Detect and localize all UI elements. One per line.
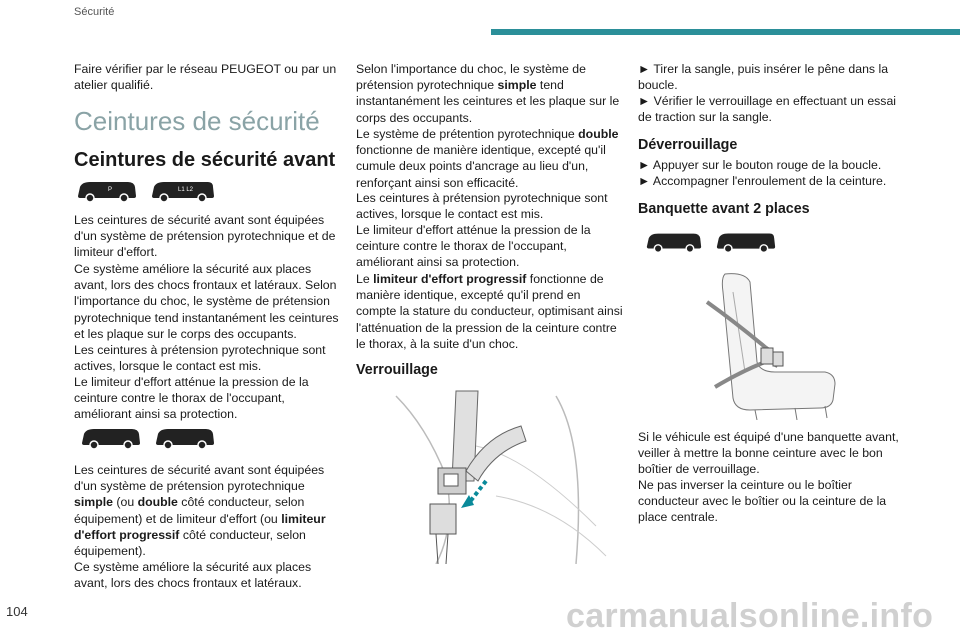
- van-icon: [80, 425, 142, 451]
- header-accent-bar: [491, 29, 960, 35]
- subheading-unlocking: Déverrouillage: [638, 137, 738, 153]
- subheading-locking: Verrouillage: [356, 362, 438, 378]
- paragraph: Les ceintures à prétension pyrotechnique sont actives, lorsque le contact est mis.: [356, 191, 608, 222]
- paragraph: Selon l'importance du choc, le système de prétension pyrotechnique simple tend instantanément les ceintures et les plaque sur le corps des occupants.: [356, 62, 620, 125]
- svg-text:P: P: [108, 187, 113, 193]
- section-title: Sécurité: [74, 6, 115, 18]
- step-text: ► Appuyer sur le bouton rouge de la boucle.: [638, 158, 882, 172]
- paragraph: Les ceintures de sécurité avant sont équipées d'un système de prétension pyrotechnique simple (ou double côté conducteur, selon équipement) et de limiteur d'effort (ou limiteur d'effort progressif côté conducteur, selon équipement).: [74, 463, 326, 559]
- paragraph: Les ceintures de sécurité avant sont équipées d'un système de prétension pyrotechnique et de limiteur d'effort.: [74, 213, 336, 260]
- step-text: ► Vérifier le verrouillage en effectuant un essai de traction sur la sangle.: [638, 94, 897, 125]
- paragraph: Ce système améliore la sécurité aux places avant, lors des chocs frontaux et latéraux. Selon l'importance du choc, le système de prétension pyrotechnique tend instantanément les ceintures et les plaque sur le corps des occupants.: [74, 262, 339, 341]
- long-van-icon: [150, 178, 216, 204]
- paragraph: Les ceintures à prétension pyrotechnique sont actives, lorsque le contact est mis.: [74, 343, 326, 374]
- vehicle-icons-1: [76, 178, 224, 204]
- long-van-icon: [715, 229, 777, 255]
- vehicle-icons-3: [645, 229, 785, 255]
- paragraph: Ce système améliore la sécurité aux places avant, lors des chocs frontaux et latéraux.: [74, 560, 312, 591]
- section-heading: Ceintures de sécurité avant: [74, 149, 336, 171]
- subheading-bench: Banquette avant 2 places: [638, 201, 810, 217]
- paragraph: Ne pas inverser la ceinture ou le boîtier conducteur avec le boîtier ou la ceinture de la place centrale.: [638, 478, 887, 525]
- paragraph: Le limiteur d'effort atténue la pression de la ceinture contre le thorax de l'occupant, améliorant ainsi sa protection.: [356, 223, 591, 270]
- paragraph: Le limiteur d'effort progressif fonctionne de manière identique, excepté qu'il prend en compte la stature du conducteur, optimisant ainsi l'atténuation de la pression de la ceinture contre le thorax, à la suite d'un choc.: [356, 272, 623, 351]
- step-text: ► Tirer la sangle, puis insérer le pêne dans la boucle.: [638, 62, 889, 93]
- seatbelt-lock-illustration: [356, 386, 624, 564]
- page-number: 104: [6, 604, 28, 619]
- vehicle-icons-2: [80, 425, 224, 451]
- svg-text:L1 L2: L1 L2: [178, 187, 194, 193]
- van-icon: [154, 425, 216, 451]
- step-text: ► Accompagner l'enroulement de la ceinture.: [638, 174, 887, 188]
- bench-seat-illustration: [705, 272, 840, 420]
- paragraph: Le système de prétention pyrotechnique double fonctionne de manière identique, excepté qu'il cumule deux points d'ancrage au lieu d'un, renforçant ainsi son efficacité.: [356, 127, 619, 190]
- intro-text: Faire vérifier par le réseau PEUGEOT ou par un atelier qualifié.: [74, 62, 337, 93]
- paragraph: Le limiteur d'effort atténue la pression de la ceinture contre le thorax de l'occupant, améliorant ainsi sa protection.: [74, 375, 309, 422]
- page-heading: Ceintures de sécurité: [74, 106, 320, 136]
- paragraph: Si le véhicule est équipé d'une banquette avant, veiller à mettre la bonne ceinture avec le bon boîtier de verrouillage.: [638, 430, 899, 477]
- watermark: carmanualsonline.info: [566, 597, 934, 635]
- van-icon: [76, 178, 138, 204]
- van-icon: [645, 229, 703, 255]
